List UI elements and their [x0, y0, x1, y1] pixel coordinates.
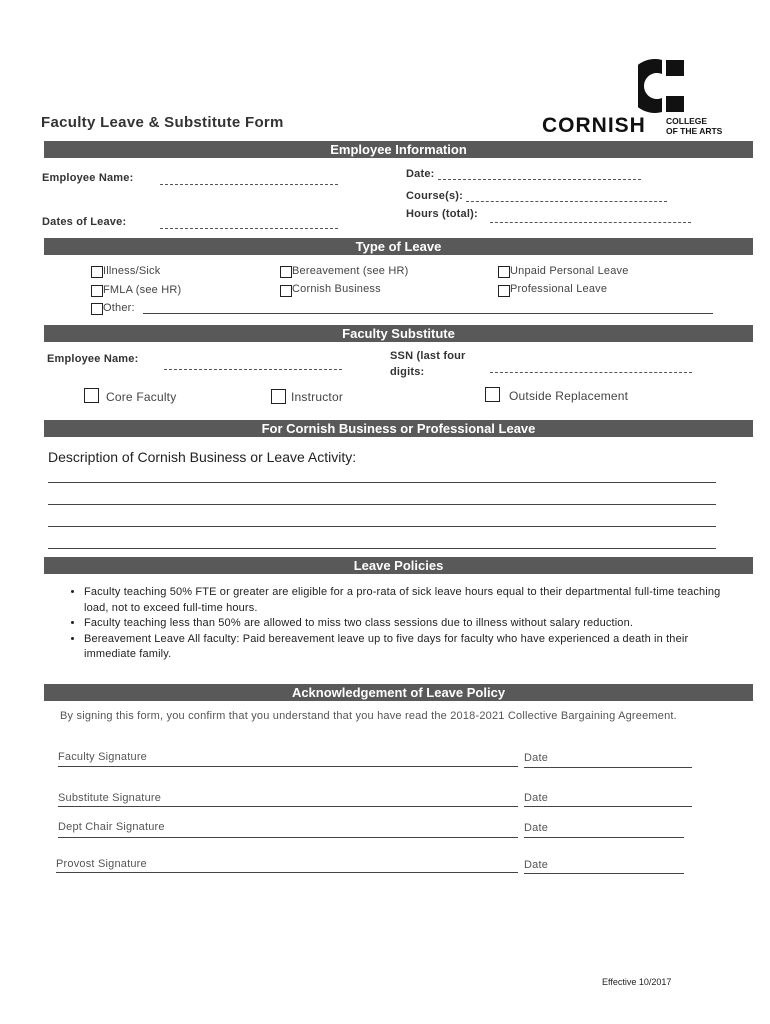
- policy-item: • Bereavement Leave All faculty: Paid bereavement leave up to five days for faculty who have experienced a death in their immediate family.: [84, 632, 724, 663]
- illness-sick-checkbox[interactable]: [91, 266, 103, 278]
- employee-name-label: Employee Name:: [42, 172, 134, 184]
- illness-sick-label: Illness/Sick: [103, 265, 161, 277]
- other-field[interactable]: [143, 313, 713, 314]
- unpaid-personal-checkbox[interactable]: [498, 266, 510, 278]
- faculty-date-field[interactable]: [524, 767, 692, 768]
- logo-subtitle-2: OF THE ARTS: [666, 126, 723, 136]
- effective-date: Effective 10/2017: [602, 977, 672, 987]
- bereavement-checkbox[interactable]: [280, 266, 292, 278]
- cornish-business-label: Cornish Business: [292, 283, 381, 295]
- core-faculty-label: Core Faculty: [106, 390, 177, 404]
- acknowledgement-heading: Acknowledgement of Leave Policy: [44, 684, 753, 701]
- description-line-3[interactable]: [48, 526, 716, 527]
- instructor-label: Instructor: [291, 390, 344, 404]
- professional-leave-label: Professional Leave: [510, 283, 608, 295]
- other-label: Other:: [103, 302, 135, 314]
- description-line-1[interactable]: [48, 482, 716, 483]
- form-title: Faculty Leave & Substitute Form: [41, 114, 284, 131]
- leave-policies-heading: Leave Policies: [44, 557, 753, 574]
- ssn-field[interactable]: [490, 372, 692, 373]
- substitute-signature-label: Substitute Signature: [58, 792, 162, 804]
- cornish-logo: [542, 58, 732, 138]
- bereavement-label: Bereavement (see HR): [292, 265, 409, 277]
- type-of-leave-heading: Type of Leave: [44, 238, 753, 255]
- courses-label: Course(s):: [406, 190, 464, 202]
- other-checkbox[interactable]: [91, 303, 103, 315]
- substitute-date-label: Date: [524, 792, 549, 804]
- dates-of-leave-label: Dates of Leave:: [42, 216, 127, 228]
- substitute-name-field[interactable]: [164, 369, 342, 370]
- dept-chair-date-label: Date: [524, 822, 549, 834]
- description-line-2[interactable]: [48, 504, 716, 505]
- logo-wordmark: CORNISH: [542, 114, 646, 137]
- hours-field[interactable]: [490, 222, 691, 223]
- policies-list: [62, 585, 724, 663]
- ssn-label-line2: digits:: [390, 366, 425, 378]
- business-leave-heading: For Cornish Business or Professional Leave: [44, 420, 753, 437]
- employee-name-field[interactable]: [160, 184, 338, 185]
- date-label: Date:: [406, 168, 435, 180]
- substitute-name-label: Employee Name:: [47, 353, 139, 365]
- dept-chair-date-field[interactable]: [524, 837, 684, 838]
- fmla-checkbox[interactable]: [91, 285, 103, 297]
- description-line-4[interactable]: [48, 548, 716, 549]
- cornish-c-mark-icon: [638, 58, 688, 114]
- cornish-business-checkbox[interactable]: [280, 285, 292, 297]
- policy-item: • Faculty teaching 50% FTE or greater are eligible for a pro-rata of sick leave hours equal to their departmental full-time teaching load, not to exceed full-time hours.: [84, 585, 724, 616]
- professional-leave-checkbox[interactable]: [498, 285, 510, 297]
- faculty-signature-field[interactable]: [58, 766, 518, 767]
- courses-field[interactable]: [466, 201, 667, 202]
- date-field[interactable]: [438, 179, 641, 180]
- unpaid-personal-label: Unpaid Personal Leave: [510, 265, 629, 277]
- description-label: Description of Cornish Business or Leave Activity:: [48, 449, 357, 465]
- fmla-label: FMLA (see HR): [103, 284, 182, 296]
- faculty-date-label: Date: [524, 752, 549, 764]
- substitute-date-field[interactable]: [524, 806, 692, 807]
- dates-of-leave-field[interactable]: [160, 228, 338, 229]
- core-faculty-checkbox[interactable]: [84, 388, 99, 403]
- hours-label: Hours (total):: [406, 208, 478, 220]
- policy-item: • Faculty teaching less than 50% are allowed to miss two class sessions due to illness without salary reduction.: [84, 616, 724, 632]
- provost-date-field[interactable]: [524, 873, 684, 874]
- faculty-substitute-heading: Faculty Substitute: [44, 325, 753, 342]
- acknowledgement-text: By signing this form, you confirm that you understand that you have read the 2018-2021 Collective Bargaining Agreement.: [60, 710, 677, 722]
- provost-signature-label: Provost Signature: [56, 858, 147, 870]
- faculty-signature-label: Faculty Signature: [58, 751, 147, 763]
- provost-date-label: Date: [524, 859, 549, 871]
- logo-subtitle-1: COLLEGE: [666, 116, 708, 126]
- provost-signature-field[interactable]: [56, 872, 518, 873]
- substitute-signature-field[interactable]: [58, 806, 518, 807]
- instructor-checkbox[interactable]: [271, 389, 286, 404]
- outside-replacement-label: Outside Replacement: [509, 389, 629, 403]
- outside-replacement-checkbox[interactable]: [485, 387, 500, 402]
- dept-chair-signature-label: Dept Chair Signature: [58, 821, 165, 833]
- dept-chair-signature-field[interactable]: [58, 837, 518, 838]
- employee-info-heading: Employee Information: [44, 141, 753, 158]
- ssn-label-line1: SSN (last four: [390, 350, 466, 362]
